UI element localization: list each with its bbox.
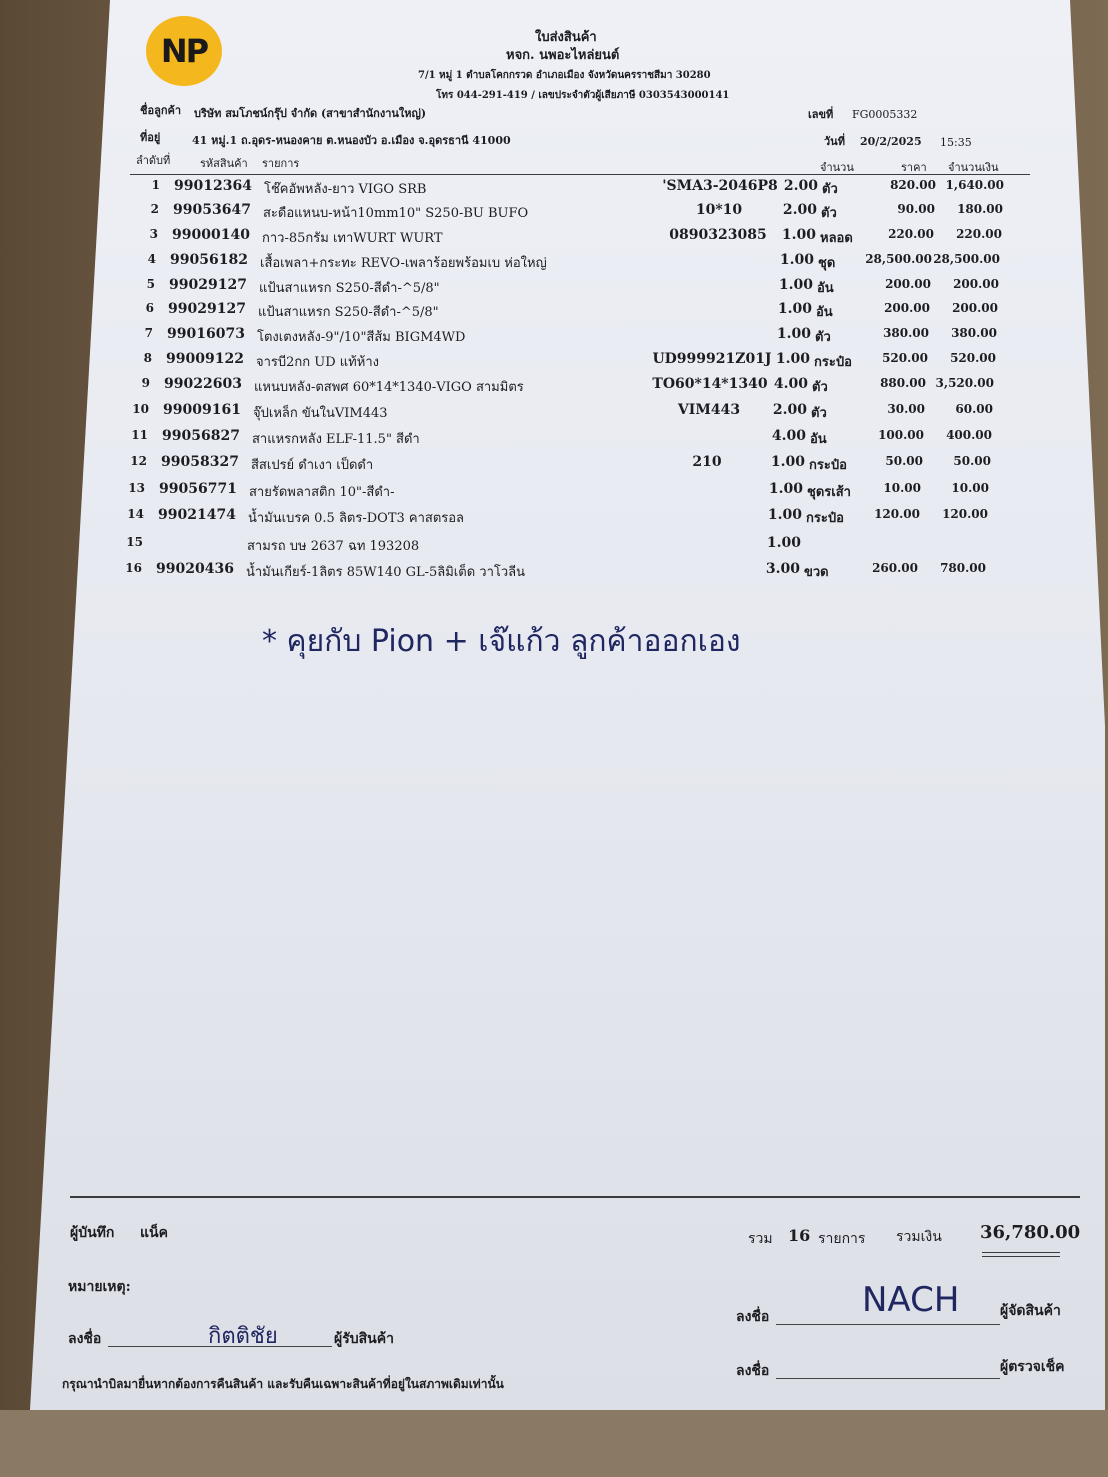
row-unit: อัน — [816, 305, 833, 320]
row-price: 50.00 — [885, 454, 923, 468]
row-no: 3 — [149, 227, 158, 241]
row-description: แป้นสาแหรก S250-สีดำ-^5/8" — [258, 305, 439, 320]
table-surface-bottom — [0, 1410, 1108, 1477]
header-divider — [130, 174, 1030, 175]
row-no: 5 — [146, 277, 155, 291]
sign-label-receiver: ลงชื่อ — [68, 1331, 102, 1347]
row-description: สามรถ บษ 2637 ฉท 193208 — [247, 539, 420, 554]
row-no: 4 — [147, 252, 156, 266]
row-description: สาแหรกหลัง ELF-11.5" สีดำ — [252, 432, 420, 447]
checker-sign-line — [776, 1378, 1000, 1379]
total-count: 16 — [788, 1226, 811, 1245]
row-no: 12 — [130, 454, 147, 468]
recorder-name: แน็ค — [140, 1225, 168, 1241]
row-description: น้ำมันเกียร์-1ลิตร 85W140 GL-5ลิมิเต็ด วาโวลีน — [246, 565, 526, 580]
row-amount: 220.00 — [956, 227, 1002, 241]
remark-label: หมายเหตุ: — [68, 1279, 131, 1295]
col-header-desc: รายการ — [262, 157, 300, 170]
row-amount: 3,520.00 — [935, 376, 994, 390]
row-reference: UD999921Z01J — [652, 351, 772, 367]
row-price: 100.00 — [878, 428, 924, 442]
row-no: 10 — [132, 402, 149, 416]
row-amount: 400.00 — [946, 428, 992, 442]
table-row — [0, 277, 1108, 301]
arranger-role: ผู้จัดสินค้า — [1000, 1303, 1061, 1319]
row-unit: อัน — [817, 281, 834, 296]
items-label: รายการ — [818, 1231, 866, 1247]
row-code: 99029127 — [169, 277, 247, 293]
row-price: 120.00 — [874, 507, 920, 521]
row-description: จารบี2กก UD แท้ห้าง — [256, 355, 379, 370]
row-unit: ชุด — [818, 256, 836, 271]
row-description: โตงเตงหลัง-9"/10"สีส้ม BIGM4WD — [257, 330, 466, 345]
row-price: 380.00 — [883, 326, 929, 340]
row-quantity: 1.00 — [766, 535, 801, 551]
row-reference: 0890323085 — [669, 227, 767, 243]
company-logo: NP — [146, 16, 222, 86]
row-amount: 28,500.00 — [933, 252, 1000, 266]
row-quantity: 2.00 — [782, 202, 817, 218]
row-code: 99056827 — [162, 428, 240, 444]
doc-number-label: เลขที่ — [808, 108, 834, 121]
company-address: 7/1 หมู่ 1 ตำบลโคกกรวด อำเภอเมือง จังหวัดนครราชสีมา 30280 — [418, 70, 711, 81]
row-quantity: 1.00 — [775, 351, 810, 367]
row-description: แป้นสาแหรก S250-สีดำ-^5/8" — [259, 281, 440, 296]
row-quantity: 1.00 — [777, 301, 812, 317]
row-code: 99021474 — [158, 507, 236, 523]
row-price: 820.00 — [890, 178, 936, 192]
company-name: หจก. นพอะไหล่ยนต์ — [506, 48, 620, 63]
row-code: 99053647 — [173, 202, 251, 218]
row-unit: ตัว — [811, 406, 827, 421]
row-amount: 200.00 — [953, 277, 999, 291]
row-reference: TO60*14*1340 — [652, 376, 768, 392]
table-row — [0, 561, 1108, 585]
row-price: 200.00 — [885, 277, 931, 291]
row-amount: 520.00 — [950, 351, 996, 365]
row-unit: ขวด — [804, 565, 829, 580]
row-code: 99000140 — [172, 227, 250, 243]
doc-time: 15:35 — [940, 136, 972, 149]
row-unit: กระป๋อ — [809, 458, 847, 473]
sum-value: 36,780.00 — [980, 1222, 1081, 1243]
row-amount: 60.00 — [955, 402, 993, 416]
row-amount: 180.00 — [957, 202, 1003, 216]
table-row — [0, 428, 1108, 452]
row-amount: 200.00 — [952, 301, 998, 315]
row-no: 9 — [141, 376, 150, 390]
row-amount: 380.00 — [951, 326, 997, 340]
handwritten-note: * คุยกับ Pion + เจ๊แก้ว ลูกค้าออกเอง — [262, 624, 741, 659]
row-quantity: 1.00 — [778, 277, 813, 293]
row-amount: 1,640.00 — [945, 178, 1004, 192]
customer-name: บริษัท สมโภชน์กรุ๊ป จำกัด (สาขาสำนักงานใหญ่) — [194, 107, 427, 120]
row-price: 260.00 — [872, 561, 918, 575]
receiver-role: ผู้รับสินค้า — [334, 1331, 394, 1347]
row-quantity: 4.00 — [773, 376, 808, 392]
table-row — [0, 535, 1108, 559]
row-no: 16 — [125, 561, 142, 575]
sign-label-checker: ลงชื่อ — [736, 1363, 770, 1379]
row-no: 1 — [151, 178, 160, 192]
col-header-price: ราคา — [901, 161, 927, 174]
table-row — [0, 351, 1108, 375]
row-unit: ตัว — [812, 380, 828, 395]
table-row — [0, 252, 1108, 276]
row-quantity: 2.00 — [772, 402, 807, 418]
table-row — [0, 507, 1108, 531]
row-no: 8 — [143, 351, 152, 365]
sum-underline-1 — [982, 1252, 1060, 1253]
table-row — [0, 202, 1108, 226]
row-code: 99058327 — [161, 454, 239, 470]
row-description: สายรัดพลาสติก 10"-สีดำ- — [249, 485, 395, 500]
row-price: 10.00 — [883, 481, 921, 495]
return-policy-note: กรุณานำบิลมายื่นหากต้องการคืนสินค้า และรับคืนเฉพาะสินค้าที่อยู่ในสภาพเดิมเท่านั้น — [62, 1377, 504, 1391]
col-header-no: ลำดับที่ — [136, 154, 171, 167]
row-code: 99022603 — [164, 376, 242, 392]
row-amount: 120.00 — [942, 507, 988, 521]
row-code: 99020436 — [156, 561, 234, 577]
row-unit: อัน — [810, 432, 827, 447]
arranger-sign-line — [776, 1324, 1000, 1325]
row-price: 28,500.00 — [865, 252, 932, 266]
receiver-signature: กิตติชัย — [208, 1324, 278, 1349]
row-amount: 50.00 — [953, 454, 991, 468]
row-reference: VIM443 — [677, 402, 741, 418]
row-unit: กระป๋อ — [814, 355, 852, 370]
row-description: จุ๊ปเหล็ก ขันในVIM443 — [253, 406, 388, 421]
row-code: 99029127 — [168, 301, 246, 317]
row-unit: หลอด — [820, 231, 853, 246]
table-row — [0, 301, 1108, 325]
row-price: 90.00 — [897, 202, 935, 216]
row-reference: 210 — [692, 454, 722, 470]
doc-title: ใบส่งสินค้า — [535, 30, 597, 45]
row-unit: กระป๋อ — [806, 511, 844, 526]
row-quantity: 4.00 — [771, 428, 806, 444]
sum-underline-2 — [982, 1256, 1060, 1257]
row-quantity: 1.00 — [770, 454, 805, 470]
row-amount: 10.00 — [951, 481, 989, 495]
sum-label: รวมเงิน — [896, 1229, 942, 1245]
row-description: สีสเปรย์ ดำเงา เป็ดดำ — [251, 458, 374, 473]
table-row — [0, 376, 1108, 400]
row-no: 15 — [126, 535, 143, 549]
sign-label-arranger: ลงชื่อ — [736, 1309, 770, 1325]
row-quantity: 3.00 — [765, 561, 800, 577]
row-description: โช๊คอัพหลัง-ยาว VIGO SRB — [264, 182, 427, 197]
row-quantity: 1.00 — [781, 227, 816, 243]
arranger-signature: NACH — [862, 1280, 960, 1320]
row-quantity: 2.00 — [783, 178, 818, 194]
row-code: 99056771 — [159, 481, 237, 497]
row-unit: ตัว — [821, 206, 837, 221]
col-header-qty: จำนวน — [820, 161, 854, 174]
customer-name-label: ชื่อลูกค้า — [140, 104, 182, 117]
row-quantity: 1.00 — [779, 252, 814, 268]
row-code: 99009122 — [166, 351, 244, 367]
customer-address: 41 หมู่.1 ถ.อุดร-หนองคาย ต.หนองบัว อ.เมือง จ.อุดรธานี 41000 — [192, 134, 511, 147]
table-row — [0, 326, 1108, 350]
row-description: น้ำมันเบรค 0.5 ลิตร-DOT3 คาสตรอล — [248, 511, 465, 526]
col-header-amount: จำนวนเงิน — [948, 161, 999, 174]
row-no: 2 — [150, 202, 159, 216]
row-no: 7 — [144, 326, 153, 340]
row-code: 99012364 — [174, 178, 252, 194]
row-price: 220.00 — [888, 227, 934, 241]
doc-date: 20/2/2025 — [860, 135, 922, 148]
table-row — [0, 481, 1108, 505]
row-quantity: 1.00 — [768, 481, 803, 497]
row-price: 200.00 — [884, 301, 930, 315]
row-description: กาว-85กรัม เทาWURT WURT — [262, 231, 443, 246]
row-code: 99016073 — [167, 326, 245, 342]
checker-role: ผู้ตรวจเช็ค — [1000, 1359, 1065, 1375]
doc-date-label: วันที่ — [824, 135, 845, 148]
footer-divider — [70, 1196, 1080, 1198]
row-unit: ตัว — [815, 330, 831, 345]
row-quantity: 1.00 — [767, 507, 802, 523]
row-no: 14 — [127, 507, 144, 521]
row-description: สะดือแหนบ-หน้า10mm10" S250-BU BUFO — [263, 206, 529, 221]
table-row — [0, 454, 1108, 478]
row-amount: 780.00 — [940, 561, 986, 575]
recorder-label: ผู้บันทึก — [70, 1225, 115, 1241]
row-price: 880.00 — [880, 376, 926, 390]
row-no: 6 — [145, 301, 154, 315]
row-price: 30.00 — [887, 402, 925, 416]
row-no: 11 — [131, 428, 148, 442]
doc-number: FG0005332 — [852, 108, 918, 121]
row-description: เสื้อเพลา+กระทะ REVO-เพลาร้อยพร้อมเบ ห่อใหญ่ — [260, 256, 547, 271]
row-price: 520.00 — [882, 351, 928, 365]
row-quantity: 1.00 — [776, 326, 811, 342]
table-row — [0, 227, 1108, 251]
row-reference: 10*10 — [695, 202, 743, 218]
row-code: 99056182 — [170, 252, 248, 268]
customer-address-label: ที่อยู่ — [140, 131, 161, 144]
table-row — [0, 178, 1108, 202]
row-reference: 'SMA3-2046P8 — [662, 178, 778, 194]
row-unit: ตัว — [822, 182, 838, 197]
table-row — [0, 402, 1108, 426]
col-header-code: รหัสสินค้า — [200, 157, 248, 170]
total-label: รวม — [748, 1231, 773, 1247]
company-phone-tax: โทร 044-291-419 / เลขประจำตัวผู้เสียภาษี 0303543000141 — [436, 90, 730, 101]
row-no: 13 — [128, 481, 145, 495]
row-unit: ชุดรเส้า — [807, 485, 851, 500]
row-description: แหนบหลัง-ตสพศ 60*14*1340-VIGO สามมิตร — [254, 380, 524, 395]
row-code: 99009161 — [163, 402, 241, 418]
